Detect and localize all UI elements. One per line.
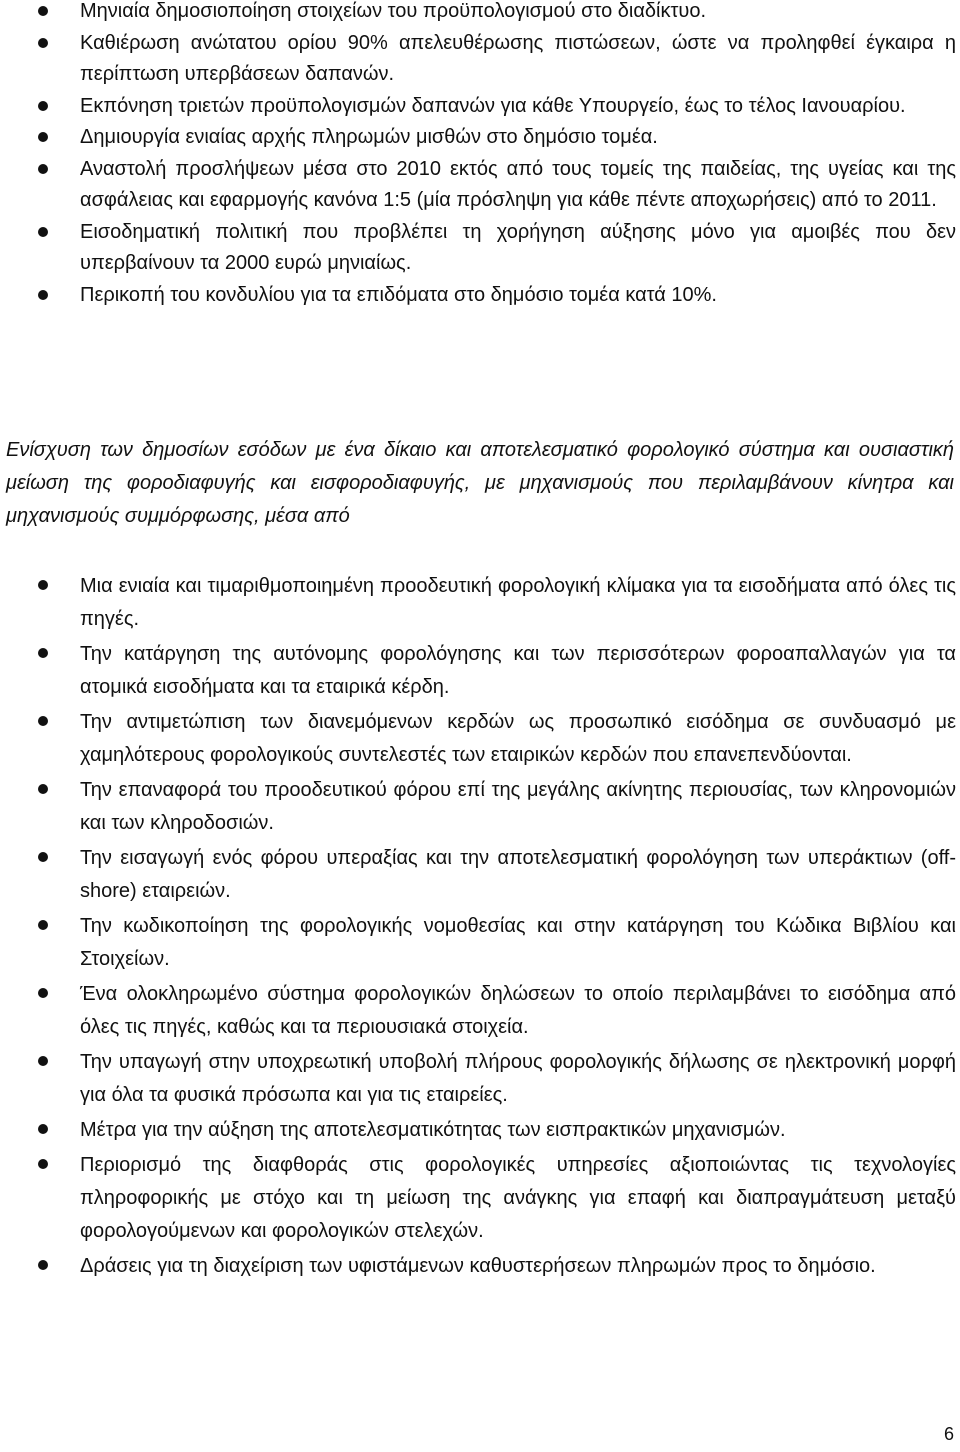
revenue-intro-paragraph: Ενίσχυση των δημοσίων εσόδων με ένα δίκαιο και αποτελεσματικό φορολογικό σύστημα και ουσιαστική μείωση της φοροδιαφυγής και εισφοροδιαφυγής, με μηχανισμούς που περιλαμβάνουν κίνητρα και μηχανισμούς συμμόρφωσης, μέσα από: [6, 439, 954, 527]
list-item: [0, 1046, 960, 1112]
list-item: [0, 217, 960, 280]
bullet-icon: [38, 164, 48, 174]
list-item-text: Την εισαγωγή ενός φόρου υπεραξίας και την αποτελεσματική φορολόγηση των υπεράκτιων (off-shore) εταιρειών.: [80, 847, 956, 902]
bullet-icon: [38, 6, 48, 16]
list-item-text: Μέτρα για την αύξηση της αποτελεσματικότητας των εισπρακτικών μηχανισμών.: [80, 1119, 786, 1141]
budget-measures-list: [0, 0, 960, 311]
bullet-icon: [38, 580, 48, 590]
list-item: [0, 1149, 960, 1248]
list-item: [0, 280, 960, 312]
list-item-text: Δράσεις για τη διαχείριση των υφιστάμενων καθυστερήσεων πληρωμών προς το δημόσιο.: [80, 1255, 876, 1277]
list-item-text: Την επαναφορά του προοδευτικού φόρου επί της μεγάλης ακίνητης περιουσίας, των κληρονομιών και των κληροδοσιών.: [80, 779, 956, 834]
list-item-text: Περικοπή του κονδυλίου για τα επιδόματα στο δημόσιο τομέα κατά 10%.: [80, 283, 717, 306]
bullet-icon: [38, 132, 48, 142]
list-item-text: Την κατάργηση της αυτόνομης φορολόγησης και των περισσότερων φοροαπαλλαγών για τα ατομικά εισοδήματα και τα εταιρικά κέρδη.: [80, 643, 956, 698]
list-item: [0, 28, 960, 91]
bullet-icon: [38, 1260, 48, 1270]
bullet-icon: [38, 920, 48, 930]
bullet-icon: [38, 1056, 48, 1066]
list-item: [0, 1250, 960, 1283]
bullet-icon: [38, 784, 48, 794]
list-item-text: Δημιουργία ενιαίας αρχής πληρωμών μισθών στο δημόσιο τομέα.: [80, 126, 658, 148]
bullet-icon: [38, 101, 48, 111]
list-item-text: Μια ενιαία και τιμαριθμοποιημένη προοδευτική φορολογική κλίμακα για τα εισοδήματα από όλες τις πηγές.: [80, 575, 956, 630]
list-item-text: Την υπαγωγή στην υποχρεωτική υποβολή πλήρους φορολογικής δήλωσης σε ηλεκτρονική μορφή για όλα τα φυσικά πρόσωπα και για τις εταιρείες.: [80, 1051, 956, 1106]
list-item-text: Εισοδηματική πολιτική που προβλέπει τη χορήγηση αύξησης μόνο για αμοιβές που δεν υπερβαίνουν τα 2000 ευρώ μηνιαίως.: [80, 220, 956, 274]
list-item: [0, 774, 960, 840]
list-item-text: Περιορισμό της διαφθοράς στις φορολογικές υπηρεσίες αξιοποιώντας τις τεχνολογίες πληροφορικής με στόχο και τη μείωση της ανάγκης για επαφή και διαπραγμάτευση μεταξύ φορολογούμενων και φορολογικών στελεχών.: [80, 1154, 956, 1242]
bullet-icon: [38, 716, 48, 726]
bullet-icon: [38, 1124, 48, 1134]
bullet-icon: [38, 648, 48, 658]
list-item-text: Την αντιμετώπιση των διανεμόμενων κερδών ως προσωπικό εισόδημα σε συνδυασμό με χαμηλότερους φορολογικούς συντελεστές των εταιρικών κερδών που επανεπενδύονται.: [80, 711, 956, 766]
list-item: [0, 638, 960, 704]
list-item-text: Αναστολή προσλήψεων μέσα στο 2010 εκτός από τους τομείς της παιδείας, της υγείας και της ασφάλειας και εφαρμογής κανόνα 1:5 (μία πρόσληψη για κάθε πέντε αποχωρήσεις) από το 2011.: [80, 157, 956, 211]
list-item-text: Εκπόνηση τριετών προϋπολογισμών δαπανών για κάθε Υπουργείο, έως το τέλος Ιανουαρίου.: [80, 94, 906, 117]
bullet-icon: [38, 290, 48, 300]
bullet-icon: [38, 38, 48, 48]
list-item: [0, 0, 960, 28]
bullet-icon: [38, 988, 48, 998]
list-item: [0, 122, 960, 154]
list-item: [0, 910, 960, 976]
page-number: 6: [943, 1424, 954, 1444]
list-item: [0, 706, 960, 772]
tax-measures-list: [0, 570, 960, 1285]
list-item: [0, 1114, 960, 1147]
list-item: [0, 91, 960, 123]
bullet-icon: [38, 1159, 48, 1169]
list-item-text: Καθιέρωση ανώτατου ορίου 90% απελευθέρωσης πιστώσεων, ώστε να προληφθεί έγκαιρα η περίπτωση υπερβάσεων δαπανών.: [80, 31, 956, 85]
list-item-text: Ένα ολοκληρωμένο σύστημα φορολογικών δηλώσεων το οποίο περιλαμβάνει το εισόδημα από όλες τις πηγές, καθώς και τα περιουσιακά στοιχεία.: [80, 983, 956, 1038]
list-item: [0, 842, 960, 908]
bullet-icon: [38, 227, 48, 237]
list-item: [0, 154, 960, 217]
list-item-text: Μηνιαία δημοσιοποίηση στοιχείων του προϋπολογισμού στο διαδίκτυο.: [80, 0, 707, 22]
list-item-text: Την κωδικοποίηση της φορολογικής νομοθεσίας και στην κατάργηση του Κώδικα Βιβλίου και Στοιχείων.: [80, 915, 956, 970]
list-item: [0, 978, 960, 1044]
bullet-icon: [38, 852, 48, 862]
list-item: [0, 570, 960, 636]
